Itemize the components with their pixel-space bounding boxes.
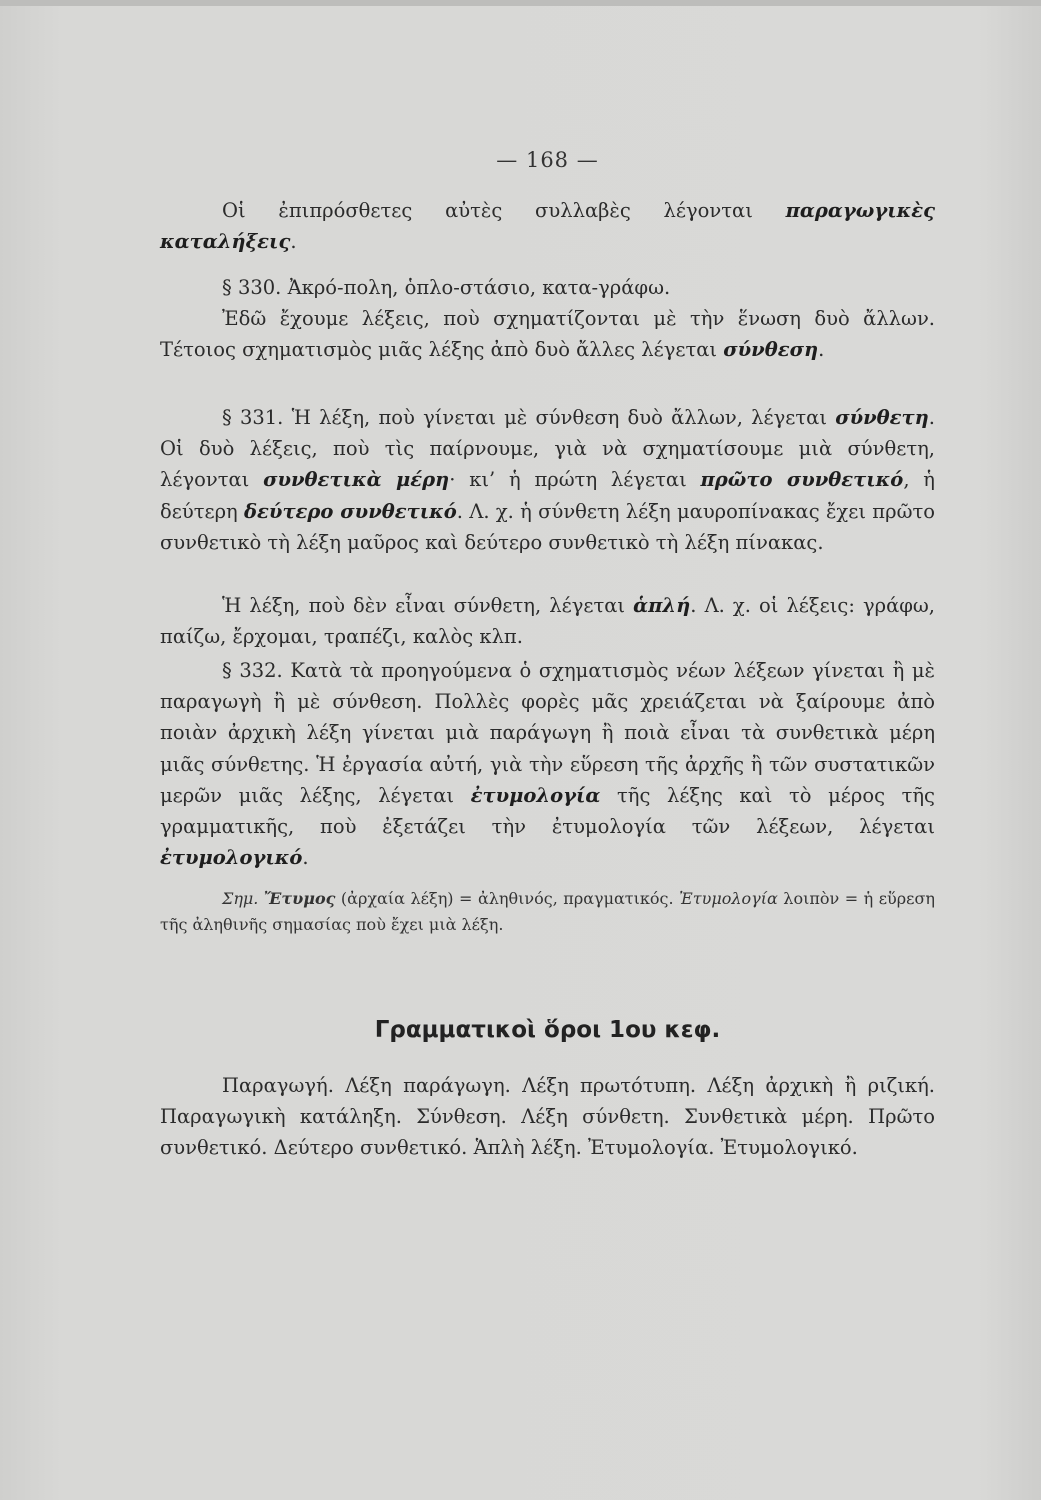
term-first-component: πρῶτο συνθετικό	[700, 468, 904, 492]
term-compound: σύνθετη	[835, 406, 929, 429]
text-run: .	[290, 230, 297, 254]
section-332	[160, 655, 935, 873]
text-run: · κι’ ἡ πρώτη λέγεται	[449, 468, 701, 492]
note-term-etymos: Ἔτυμος	[263, 889, 336, 908]
text-run: . Οἱ δυὸ λέξεις, ποὺ τὶς παίρνουμε, γιὰ νὰ σχηματίσουμε μιὰ σύνθετη, λέγονται	[160, 406, 935, 492]
text-run: Ἐδῶ ἔχουμε λέξεις, ποὺ σχηματίζονται μὲ τὴν ἕνωση δυὸ ἄλλων. Τέτοιος σχηματισμὸς μιᾶς λέξης ἀπὸ δυὸ ἄλλες λέγεται	[160, 307, 935, 362]
text-run: τῆς λέξης καὶ τὸ μέρος τῆς γραμματικῆς, ποὺ ἐξετάζει τὴν ἐτυμολογία τῶν λέξεων, λέγεται	[160, 783, 935, 839]
text-run: . Λ. χ. οἱ λέξεις: γράφω, παίζω, ἔρχομαι, τραπέζι, καλὸς κλπ.	[160, 594, 935, 649]
term-compound-parts: συνθετικὰ μέρη	[263, 468, 450, 492]
text-run: (ἀρχαία λέξη) = ἀληθινός, πραγματικός.	[335, 889, 680, 908]
paragraph-simple-word	[160, 590, 935, 652]
page-number: — 168 —	[496, 148, 599, 172]
paragraph-suffixes	[160, 195, 935, 257]
term-etymological: ἐτυμολογικό	[160, 846, 303, 870]
text-run: Ἡ λέξη, ποὺ δὲν εἶναι σύνθετη, λέγεται	[222, 594, 634, 617]
text-run: .	[302, 846, 309, 870]
text-run: λοιπὸν = ἡ εὕρεση τῆς ἀληθινῆς σημασίας ποὺ ἔχει μιὰ λέξη.	[160, 889, 935, 934]
page-top-edge	[0, 0, 1041, 6]
term-etymology: ἐτυμολογία	[470, 783, 601, 807]
section-heading: Γραμματικοὶ ὅροι 1ου κεφ.	[374, 1017, 721, 1043]
term-composition: σύνθεση	[723, 338, 819, 362]
text-run: § 331. Ἡ λέξη, ποὺ γίνεται μὲ σύνθεση δυὸ ἄλλων, λέγεται	[222, 406, 836, 429]
paragraph-composition	[160, 303, 935, 365]
text-run: . Λ. χ. ἡ σύνθετη λέξη μαυροπίνακας ἔχει πρῶτο συνθετικὸ τὴ λέξη μαῦρος καὶ δεύτερο συνθετικὸ τὴ λέξη πίνακας.	[160, 499, 935, 554]
text-run: Οἱ ἐπιπρόσθετες αὐτὲς συλλαβὲς λέγονται	[222, 199, 786, 222]
term-simple: ἁπλή	[633, 594, 691, 617]
section-330-examples	[160, 272, 935, 303]
text-run: § 332. Κατὰ τὰ προηγούμενα ὁ σχηματισμὸς νέων λέξεων γίνεται ἢ μὲ παραγωγὴ ἢ μὲ σύνθεση. Πολλὲς φορὲς μᾶς χρειάζεται νὰ ξαίρουμε ἀπὸ ποιὰν ἀρχικὴ λέξη γίνεται μιὰ παράγωγη ἢ ποιὰ εἶναι τὰ συνθετικὰ μέρη μιᾶς σύνθετης. Ἡ ἐργασία αὐτή, γιὰ τὴν εὕρεση τῆς ἀρχῆς ἢ τῶν συστατικῶν μερῶν μιᾶς λέξης, λέγεται	[160, 659, 935, 807]
text-run: .	[818, 338, 825, 362]
term-second-component: δεύτερο συνθετικό	[244, 499, 457, 523]
terms-list: Παραγωγή. Λέξη παράγωγη. Λέξη πρωτότυπη. Λέξη ἀρχικὴ ἢ ριζική. Παραγωγικὴ κατάληξη. Σύνθεση. Λέξη σύνθετη. Συνθετικὰ μέρη. Πρῶτο συνθετικό. Δεύτερο συνθετικό. Ἁπλὴ λέξη. Ἐτυμολογία. Ἐτυμολογικό.	[160, 1074, 935, 1160]
note-term-etymologia: Ἐτυμολογία	[679, 889, 778, 908]
note-label: Σημ.	[222, 889, 259, 908]
footnote	[160, 886, 935, 938]
term-derivational-endings: παραγωγικὲς καταλήξεις	[160, 199, 935, 254]
text-run: § 330. Ἀκρό-πολη, ὁπλο-στάσιο, κατα-γράφω.	[222, 276, 671, 299]
text-run: , ἡ δεύτερη	[160, 468, 935, 523]
section-331	[160, 402, 935, 558]
